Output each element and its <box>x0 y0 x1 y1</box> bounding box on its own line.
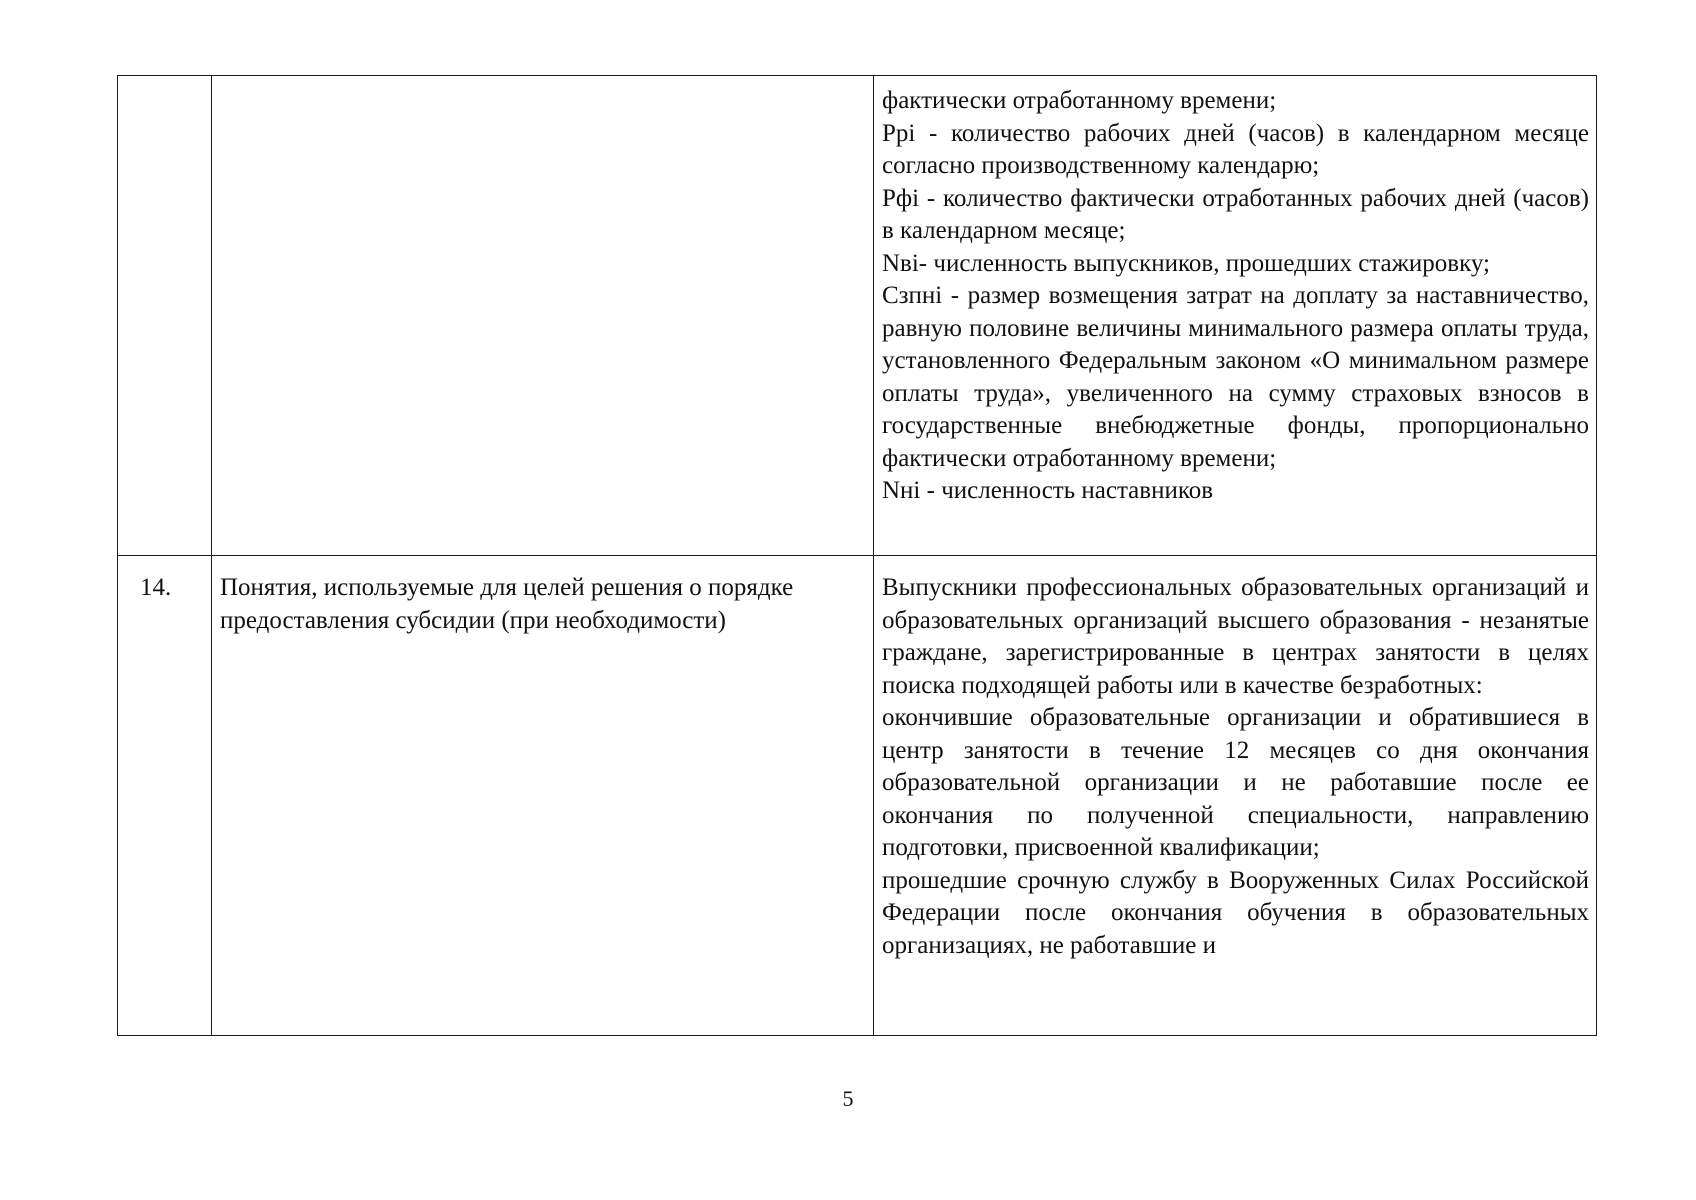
row-description-cell <box>874 556 1597 1036</box>
description-paragraph: Nнi - численность наставников <box>882 477 1214 504</box>
description-paragraph: Выпускники профессиональных образовательных организаций и образовательных организаций высшего образования - незанятые граждане, зарегистрированные в центрах занятости в целях поиска подходящей работы или в качестве безработных: <box>882 574 1589 699</box>
table-row <box>118 76 1597 556</box>
row-number-cell <box>118 556 212 1036</box>
row-name-cell <box>212 556 874 1036</box>
description-paragraph: фактически отработанному времени; <box>882 87 1277 114</box>
page-number: 5 <box>842 1086 854 1111</box>
description-paragraph: Сзпнi - размер возмещения затрат на доплату за наставничество, равную половине величины минимального размера оплаты труда, установленного Федеральным законом «О минимальном размере оплаты труда», увеличенного на сумму страховых взносов в государственные внебюджетные фонды, пропорционально фактически отработанному времени; <box>882 282 1589 472</box>
row-description <box>874 556 1596 962</box>
row-number-cell <box>118 76 212 556</box>
description-paragraph: Рфi - количество фактически отработанных рабочих дней (часов) в календарном месяце; <box>882 184 1589 244</box>
row-number <box>118 76 211 92</box>
row-name: Понятия, используемые для целей решения о порядке предоставления субсидии (при необходимости) <box>220 574 794 634</box>
description-paragraph: Ppi - количество рабочих дней (часов) в календарном месяце согласно производственному календарю; <box>882 119 1589 179</box>
description-paragraph: прошедшие срочную службу в Вооруженных Силах Российской Федерации после окончания обучения в образовательных организациях, не работавшие и <box>882 866 1589 959</box>
row-description-cell <box>874 76 1597 556</box>
description-paragraph: окончившие образовательные организации и обратившиеся в центр занятости в течение 12 месяцев со дня окончания образовательной организации и не работавшие после ее окончания по полученной специальности, направлению подготовки, присвоенной квалификации; <box>882 704 1589 861</box>
row-description <box>874 76 1596 508</box>
row-name <box>212 76 873 92</box>
table-row <box>118 556 1597 1036</box>
document-table <box>117 75 1597 1036</box>
description-paragraph: Nвi- численность выпускников, прошедших стажировку; <box>882 249 1490 277</box>
row-number: 14. <box>140 574 172 601</box>
row-name-cell <box>212 76 874 556</box>
